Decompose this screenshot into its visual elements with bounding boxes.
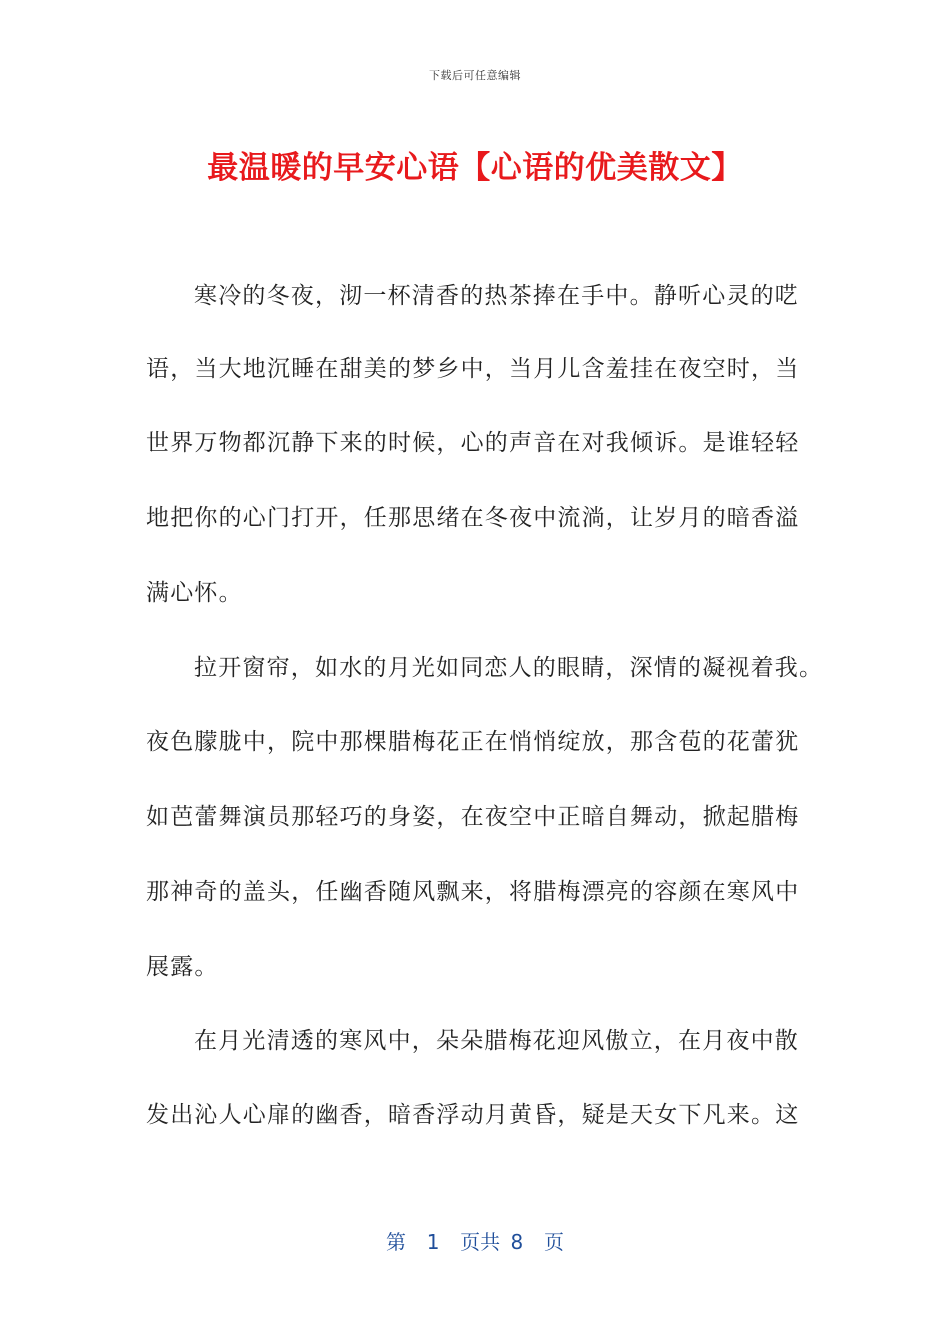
paragraph-2-line-4: 那神奇的盖头，任幽香随风飘来，将腊梅漂亮的容颜在寒风中 — [146, 879, 800, 905]
paragraph-1-line-2: 语，当大地沉睡在甜美的梦乡中，当月儿含羞挂在夜空时，当 — [146, 356, 800, 382]
paragraph-2-line-3: 如芭蕾舞演员那轻巧的身姿，在夜空中正暗自舞动，掀起腊梅 — [146, 804, 800, 830]
page-number-footer: 第 1 页共 8 页 — [386, 1230, 564, 1254]
paragraph-1-line-5: 满心怀。 — [146, 580, 243, 606]
paragraph-2-line-2: 夜色朦胧中，院中那棵腊梅花正在悄悄绽放，那含苞的花蕾犹 — [146, 729, 800, 755]
paragraph-1-line-3: 世界万物都沉静下来的时候，心的声音在对我倾诉。是谁轻轻 — [146, 430, 800, 456]
paragraph-3-line-1: 在月光清透的寒风中，朵朵腊梅花迎风傲立，在月夜中散 — [194, 1028, 799, 1054]
paragraph-1-line-4: 地把你的心门打开，任那思绪在冬夜中流淌，让岁月的暗香溢 — [146, 505, 800, 531]
paragraph-2-line-5: 展露。 — [146, 954, 219, 980]
paragraph-3-line-2: 发出沁人心扉的幽香，暗香浮动月黄昏，疑是天女下凡来。这 — [146, 1102, 800, 1128]
page-title: 最温暖的早安心语【心语的优美散文】 — [207, 150, 743, 186]
paragraph-1-line-1: 寒冷的冬夜，沏一杯清香的热茶捧在手中。静听心灵的呓 — [194, 283, 799, 309]
header-note: 下载后可任意编辑 — [429, 69, 521, 82]
paragraph-2-line-1: 拉开窗帘，如水的月光如同恋人的眼睛，深情的凝视着我。 — [194, 655, 824, 681]
